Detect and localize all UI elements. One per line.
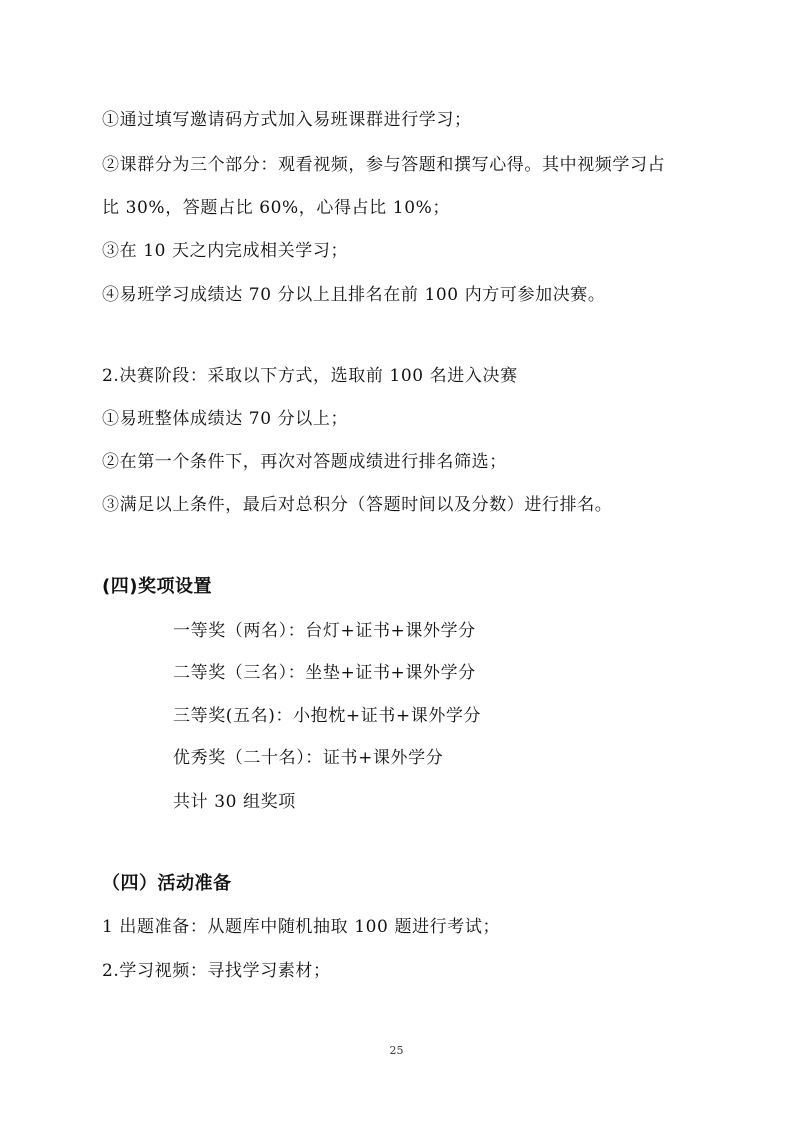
- final-stage-item-1: ①易班整体成绩达 70 分以上；: [102, 409, 349, 429]
- prelim-item-1: ①通过填写邀请码方式加入易班课群进行学习；: [102, 110, 472, 130]
- awards-heading: (四)奖项设置: [102, 576, 212, 597]
- award-second-prize: 二等奖（三名）：坐垫+证书+课外学分: [173, 663, 476, 683]
- prelim-item-2-continued: 比 30%，答题占比 60%，心得占比 10%；: [102, 198, 450, 218]
- award-third-prize: 三等奖(五名)：小抱枕+证书+课外学分: [173, 706, 482, 726]
- final-stage-title: 2.决赛阶段：采取以下方式，选取前 100 名进入决赛: [102, 366, 518, 386]
- final-stage-item-2: ②在第一个条件下，再次对答题成绩进行排名筛选；: [102, 452, 507, 472]
- award-excellence-prize: 优秀奖（二十名）：证书+课外学分: [173, 748, 444, 768]
- prelim-item-2: ②课群分为三个部分：观看视频，参与答题和撰写心得。其中视频学习占: [102, 155, 666, 175]
- preparation-item-1: 1 出题准备：从题库中随机抽取 100 题进行考试；: [102, 917, 501, 937]
- preparation-heading: （四）活动准备: [102, 873, 232, 894]
- award-total: 共计 30 组奖项: [173, 792, 296, 812]
- preparation-item-2: 2.学习视频：寻找学习素材；: [102, 961, 331, 981]
- prelim-item-3: ③在 10 天之内完成相关学习；: [102, 241, 349, 261]
- award-first-prize: 一等奖（两名）：台灯+证书+课外学分: [173, 621, 476, 641]
- final-stage-item-3: ③满足以上条件，最后对总积分（答题时间以及分数）进行排名。: [102, 495, 613, 515]
- prelim-item-4: ④易班学习成绩达 70 分以上且排名在前 100 内方可参加决赛。: [102, 285, 606, 305]
- page-number: 25: [389, 1044, 404, 1057]
